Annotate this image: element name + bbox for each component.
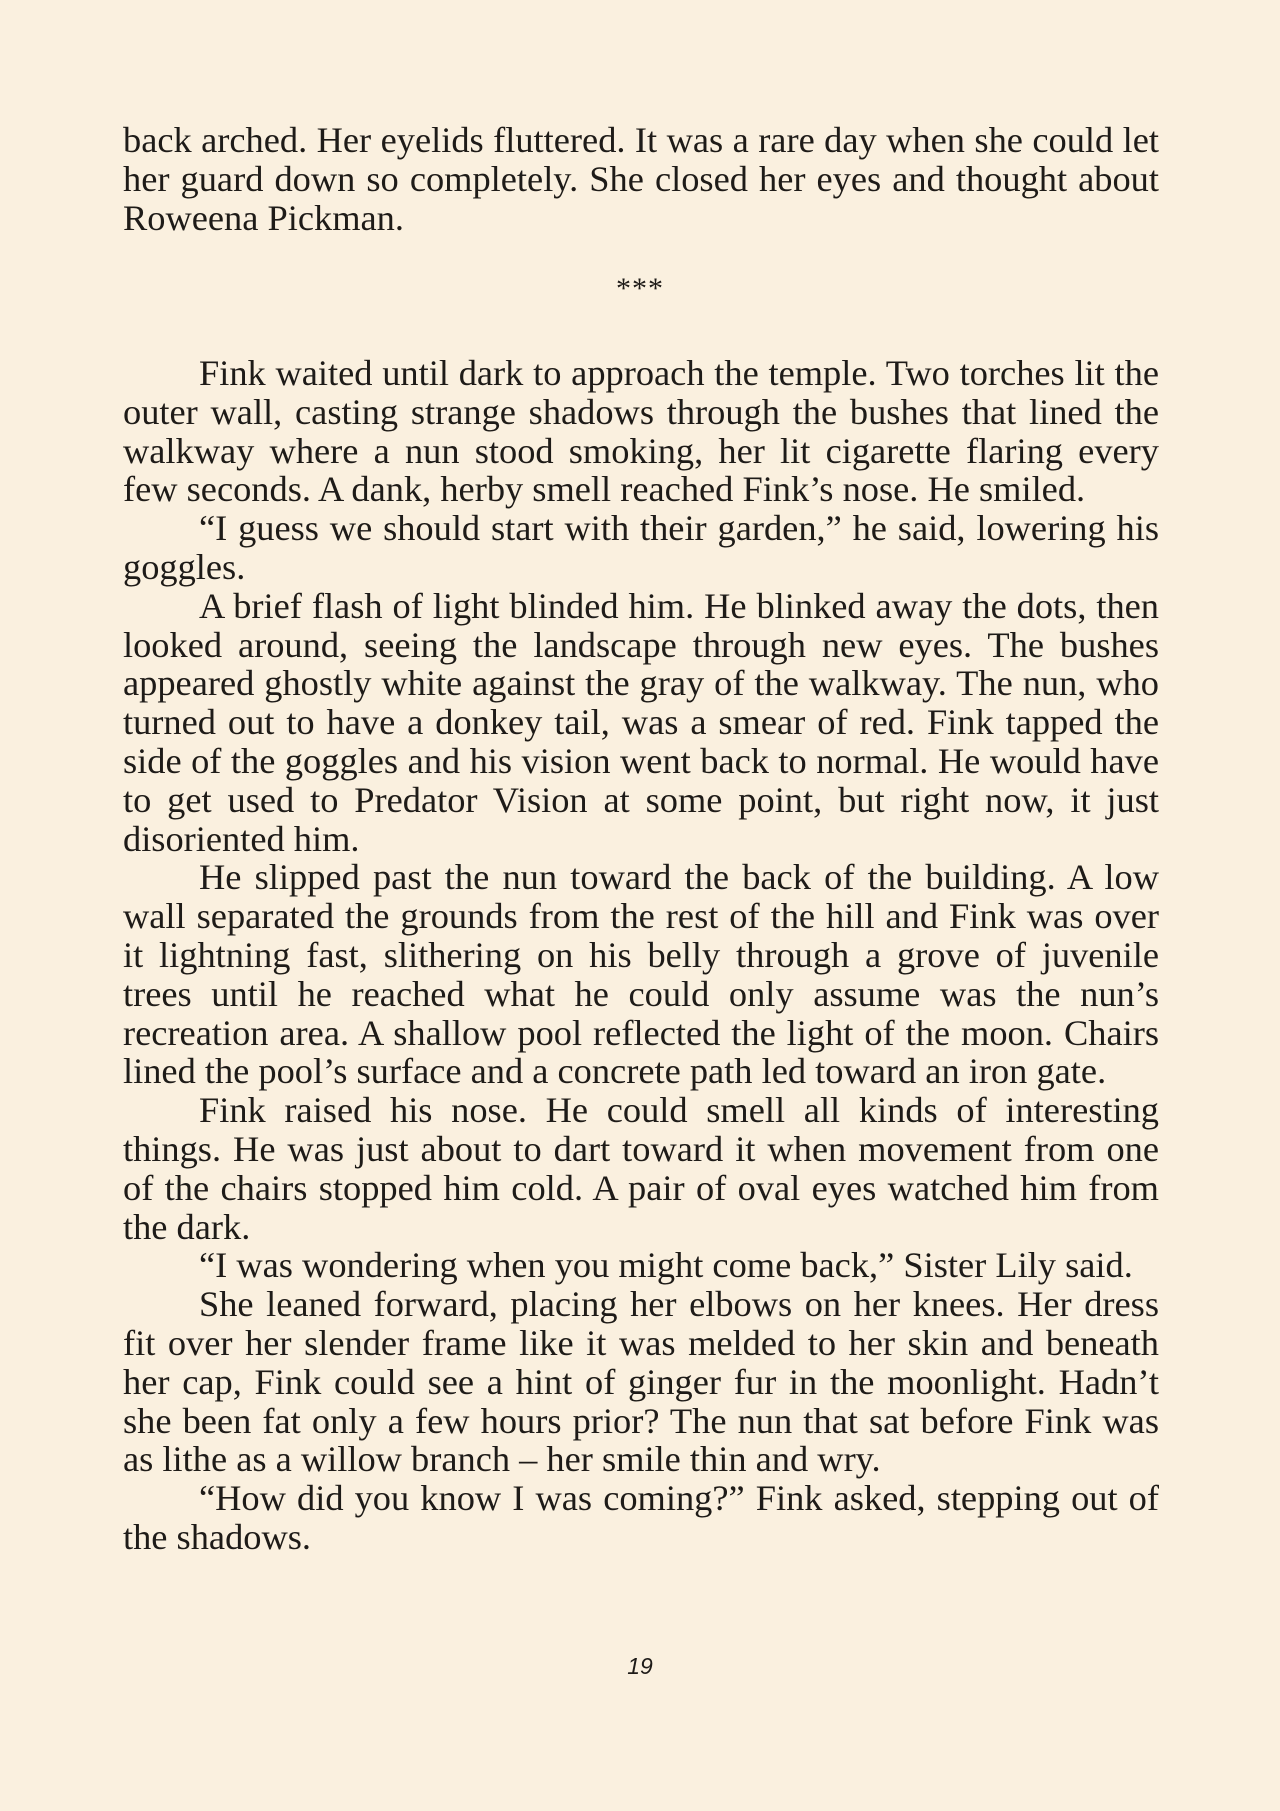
intro-text	[123, 121, 1159, 237]
main-text	[123, 354, 1159, 1557]
paragraph: He slipped past the nun toward the back of the building. A low wall separated the grounds from the rest of the hill and Fink was over it lightning fast, slithering on his belly through a grove of juvenile trees until he reached what he could only assume was the nun’s recreation area. A shallow pool reflected the light of the moon. Chairs lined the pool’s surface and a concrete path led toward an iron gate.	[123, 857, 1159, 1092]
scene-break: ***	[616, 272, 664, 305]
page-number: 19	[627, 1653, 653, 1679]
paragraph: She leaned forward, placing her elbows on her knees. Her dress fit over her slender frame like it was melded to her skin and beneath her cap, Fink could see a hint of ginger fur in the moonlight. Hadn’t she been fat only a few hours prior? The nun that sat before Fink was as lithe as a willow branch – her smile thin and wry.	[123, 1284, 1159, 1480]
intro-paragraph: back arched. Her eyelids fluttered. It was a rare day when she could let her guard down so completely. She closed her eyes and thought about Roweena Pickman.	[123, 120, 1159, 238]
paragraph: A brief flash of light blinded him. He blinked away the dots, then looked around, seeing the landscape through new eyes. The bushes appeared ghostly white against the gray of the walkway. The nun, who turned out to have a donkey tail, was a smear of red. Fink tapped the side of the goggles and his vision went back to normal. He would have to get used to Predator Vision at some point, but right now, it just disoriented him.	[123, 585, 1159, 859]
paragraph: “I was wondering when you might come back,” Sister Lily said.	[199, 1245, 1133, 1286]
paragraph: Fink raised his nose. He could smell all kinds of interesting things. He was just about to dart toward it when movement from one of the chairs stopped him cold. A pair of oval eyes watched him from the dark.	[123, 1090, 1159, 1247]
paragraph: Fink waited until dark to approach the temple. Two torches lit the outer wall, casting strange shadows through the bushes that lined the walkway where a nun stood smoking, her lit cigarette flaring every few seconds. A dank, herby smell reached Fink’s nose. He smiled.	[123, 353, 1159, 510]
paragraph: “I guess we should start with their garden,” he said, lowering his goggles.	[123, 508, 1159, 587]
paragraph: “How did you know I was coming?” Fink asked, stepping out of the shadows.	[123, 1478, 1159, 1557]
